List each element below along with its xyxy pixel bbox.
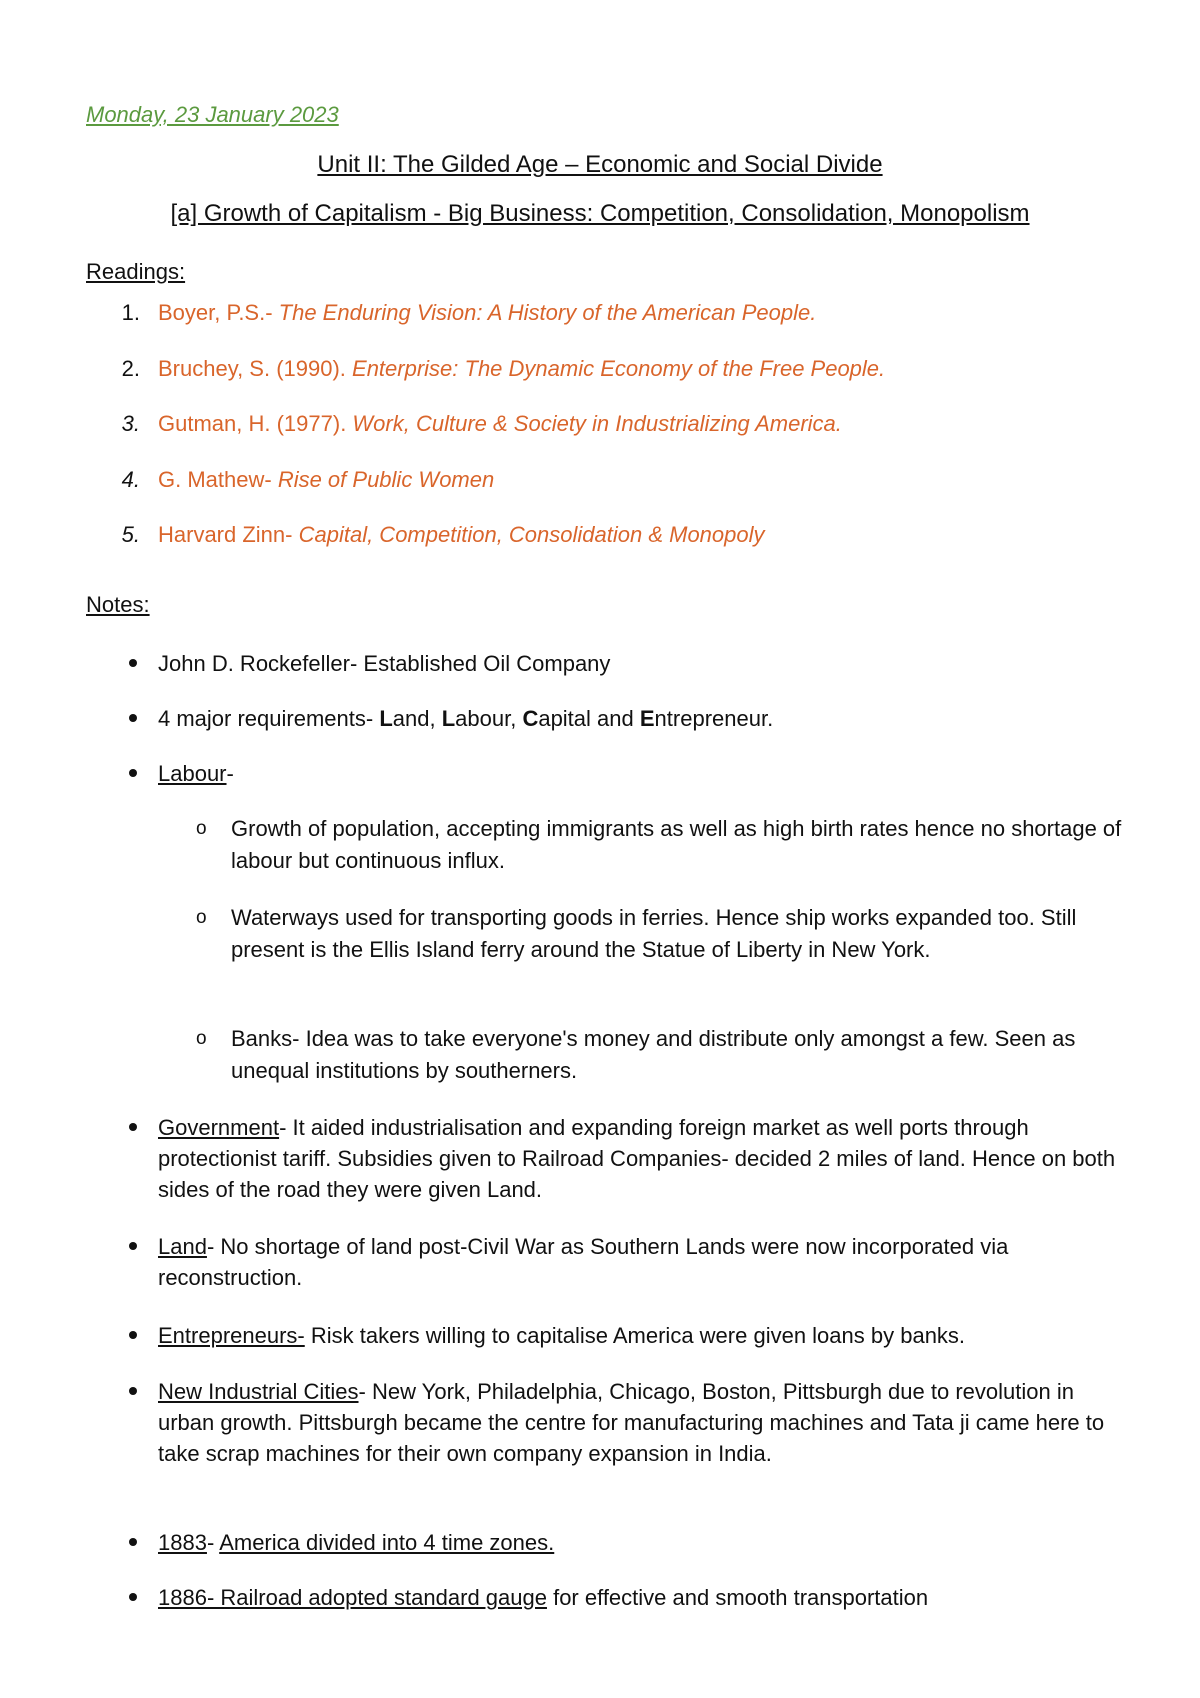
reading-work: Rise of Public Women — [277, 466, 495, 492]
reading-number: 1. — [121, 300, 140, 325]
note-text: - — [226, 761, 234, 786]
reading-author: G. Mathew- — [158, 466, 278, 492]
note-label: Labour — [158, 761, 227, 786]
note-label: 1886- Railroad adopted standard gauge — [158, 1585, 547, 1610]
note-text: and, — [392, 706, 442, 731]
reading-number: 4. — [121, 466, 140, 492]
note-label: New Industrial Cities — [158, 1379, 359, 1404]
topic-subtitle: [a] Growth of Capitalism - Big Business: Competition, Consolidation, Monopolism — [170, 200, 1030, 227]
reading-item — [0, 467, 1200, 523]
note-bullet-cities — [158, 1376, 1133, 1469]
note-text: abour, — [455, 706, 523, 731]
bullet-icon — [129, 1387, 137, 1395]
reading-work: Enterprise: The Dynamic Economy of the Free People. — [352, 355, 886, 381]
labour-subitem — [196, 813, 1131, 877]
reading-work: Capital, Competition, Consolidation & Monopoly — [298, 522, 765, 547]
reading-item — [0, 300, 1200, 356]
note-text: ntrepreneur. — [654, 706, 774, 731]
reading-number: 3. — [121, 411, 140, 436]
note-bullet-1886 — [158, 1582, 1133, 1613]
bold-initial: E — [639, 706, 655, 731]
reading-number: 2. — [121, 355, 140, 381]
note-label: 1883 — [158, 1530, 207, 1555]
reading-item — [0, 522, 1200, 578]
readings-heading: Readings: — [86, 259, 186, 284]
bullet-icon — [129, 714, 137, 722]
reading-author: Boyer, P.S.- — [158, 300, 279, 325]
note-bullet-requirements — [158, 703, 1133, 734]
readings-list — [0, 300, 1200, 578]
note-text: - It aided industrialisation and expanding foreign market as well ports through protectionist tariff. Subsidies given to Railroad Companies- decided 2 miles of land. Hence on both sides of the road they were given Land. — [158, 1115, 1116, 1202]
note-text: apital and — [538, 706, 640, 731]
note-label: Entrepreneurs- — [158, 1323, 305, 1348]
reading-item — [0, 356, 1200, 412]
bullet-icon — [129, 1538, 137, 1546]
bold-initial: L — [379, 706, 393, 731]
note-label: Land — [158, 1234, 207, 1259]
note-bullet-labour — [158, 758, 1133, 789]
reading-work: Work, Culture & Society in Industrializing America. — [352, 411, 842, 436]
note-bullet-entrepreneurs — [158, 1320, 1133, 1351]
note-label: Government — [158, 1115, 280, 1140]
bullet-icon — [129, 1593, 137, 1601]
reading-work: The Enduring Vision: A History of the American People. — [278, 300, 817, 325]
circle-bullet-icon: o — [196, 818, 207, 839]
note-bullet-rockefeller — [158, 648, 1133, 679]
note-bullet-1883 — [158, 1527, 1133, 1558]
labour-subitem — [196, 1023, 1131, 1087]
reading-number: 5. — [121, 522, 140, 547]
bullet-icon — [129, 1123, 137, 1131]
reading-author: Gutman, H. (1977). — [158, 411, 353, 436]
note-text: Risk takers willing to capitalise America were given loans by banks. — [304, 1323, 966, 1348]
reading-item — [0, 411, 1200, 467]
unit-title: Unit II: The Gilded Age – Economic and Social Divide — [317, 151, 883, 178]
note-date: Monday, 23 January 2023 — [86, 102, 339, 127]
bullet-icon — [129, 1242, 137, 1250]
note-text: John D. Rockefeller- Established Oil Company — [158, 651, 611, 676]
note-text: Waterways used for transporting goods in ferries. Hence ship works expanded too. Still present is the Ellis Island ferry around the Statue of Liberty in New York. — [231, 905, 1077, 962]
labour-subitem — [196, 902, 1131, 966]
circle-bullet-icon: o — [196, 907, 207, 928]
note-text: Growth of population, accepting immigrants as well as high birth rates hence no shortage of labour but continuous influx. — [231, 816, 1122, 873]
note-text: 4 major requirements- — [158, 706, 380, 731]
note-text: Banks- Idea was to take everyone's money and distribute only amongst a few. Seen as unequal institutions by southerners. — [231, 1026, 1076, 1083]
bold-initial: L — [441, 706, 456, 731]
note-text: for effective and smooth transportation — [546, 1585, 929, 1610]
note-text: - — [206, 1530, 220, 1555]
note-text: - New York, Philadelphia, Chicago, Boston, Pittsburgh due to revolution in urban growth. Pittsburgh became the centre for manufacturing machines and Tata ji came here to take scrap machines for their own company expansion in India. — [158, 1379, 1105, 1466]
reading-author: Harvard Zinn- — [158, 522, 299, 547]
bullet-icon — [129, 659, 137, 667]
note-bullet-land — [158, 1231, 1133, 1293]
note-text: - No shortage of land post-Civil War as Southern Lands were now incorporated via reconstruction. — [158, 1234, 1009, 1290]
bullet-icon — [129, 1331, 137, 1339]
bullet-icon — [129, 769, 137, 777]
circle-bullet-icon: o — [196, 1028, 207, 1049]
note-bullet-government — [158, 1112, 1133, 1205]
notes-heading: Notes: — [86, 592, 150, 617]
note-text: America divided into 4 time zones. — [219, 1530, 555, 1555]
reading-author: Bruchey, S. (1990). — [158, 355, 353, 381]
bold-initial: C — [522, 706, 539, 731]
